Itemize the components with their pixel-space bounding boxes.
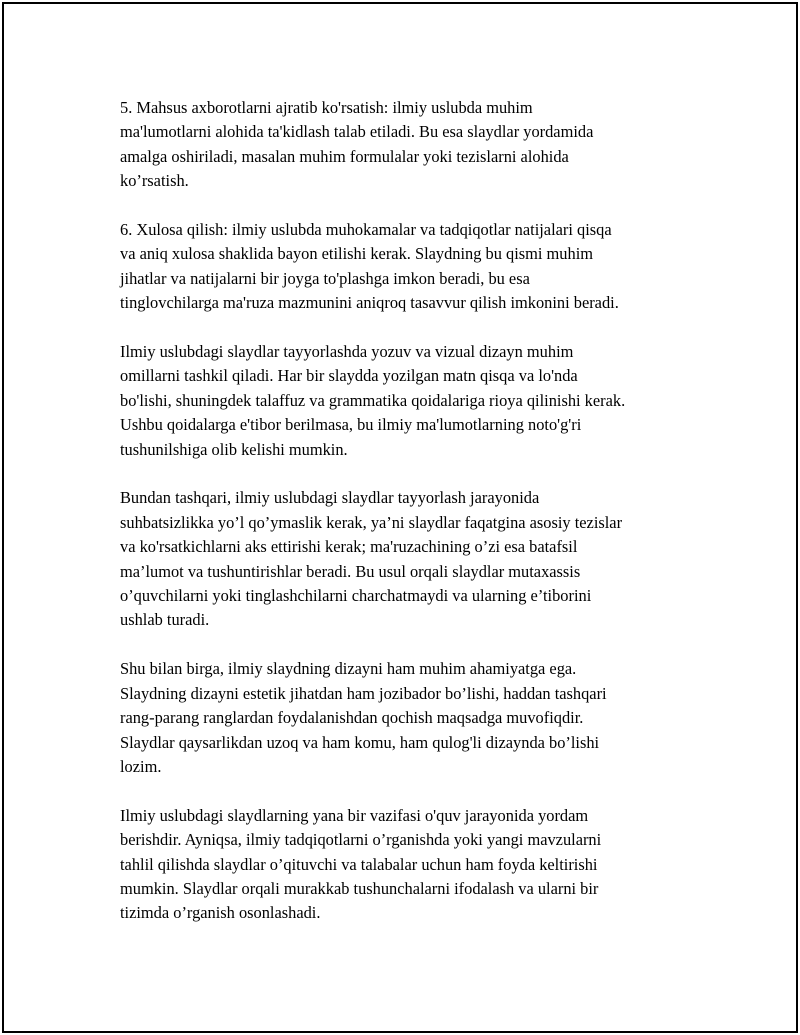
text-line: Bundan tashqari, ilmiy uslubdagi slaydlar tayyorlash jarayonida xyxy=(120,488,540,508)
text-line: suhbatsizlikka yo’l qo’ymaslik kerak, ya’ni slaydlar faqatgina asosiy tezislar xyxy=(120,512,623,532)
paragraph-6-conclusion xyxy=(120,218,700,316)
text-line: tizimda o’rganish osonlashadi. xyxy=(120,903,321,923)
text-line: 5. Mahsus axborotlarni ajratib ko'rsatish: ilmiy uslubda muhim xyxy=(120,98,533,117)
text-line: ko’rsatish. xyxy=(120,171,189,191)
text-line: Shu bilan birga, ilmiy slaydning dizayni ham muhim ahamiyatga ega. xyxy=(120,659,577,679)
text-line: 6. Xulosa qilish: ilmiy uslubda muhokamalar va tadqiqotlar natijalari qisqa xyxy=(120,220,612,240)
text-line: tushunilshiga olib kelishi mumkin. xyxy=(120,439,348,459)
text-line: va ko'rsatkichlarni aks ettirishi kerak; ma'ruzachining o’zi esa batafsil xyxy=(120,537,578,557)
text-line: va aniq xulosa shaklida bayon etilishi kerak. Slaydning bu qismi muhim xyxy=(120,244,593,264)
text-line: tahlil qilishda slaydlar o’qituvchi va talabalar uchun ham foyda keltirishi xyxy=(120,854,598,874)
paragraph-conciseness xyxy=(120,486,700,632)
paragraph-writing-and-design xyxy=(120,340,700,462)
text-line: ma'lumotlarni alohida ta'kidlash talab etiladi. Bu esa slaydlar yordamida xyxy=(120,122,594,142)
paragraph-slide-design xyxy=(120,657,700,779)
paragraph-educational-role xyxy=(120,804,700,926)
text-line: tinglovchilarga ma'ruza mazmunini aniqroq tasavvur qilish imkonini beradi. xyxy=(120,293,619,313)
text-line: Ilmiy uslubdagi slaydlarning yana bir vazifasi o'quv jarayonida yordam xyxy=(120,805,589,825)
text-line: omillarni tashkil qiladi. Har bir slaydda yozilgan matn qisqa va lo'nda xyxy=(120,366,578,386)
text-line: Slaydlar qaysarlikdan uzoq va ham komu, ham qulog'li dizaynda bo’lishi xyxy=(120,732,600,752)
paragraph-5-highlighting xyxy=(120,96,700,194)
text-line: jihatlar va natijalarni bir joyga to'plashga imkon beradi, bu esa xyxy=(120,268,530,288)
text-line: lozim. xyxy=(120,756,162,776)
page-frame xyxy=(2,2,798,1033)
text-line: Ilmiy uslubdagi slaydlar tayyorlashda yozuv va vizual dizayn muhim xyxy=(120,342,574,362)
text-line: ma’lumot va tushuntirishlar beradi. Bu usul orqali slaydlar mutaxassis xyxy=(120,561,581,581)
text-line: ushlab turadi. xyxy=(120,610,210,630)
text-line: mumkin. Slaydlar orqali murakkab tushunchalarni ifodalash va ularni bir xyxy=(120,878,599,898)
text-line: amalga oshiriladi, masalan muhim formulalar yoki tezislarni alohida xyxy=(120,146,569,166)
text-line: o’quvchilarni yoki tinglashchilarni charchatmaydi va ularning e’tiborini xyxy=(120,586,592,606)
text-line: Slaydning dizayni estetik jihatdan ham jozibador bo’lishi, haddan tashqari xyxy=(120,683,607,703)
text-line: bo'lishi, shuningdek talaffuz va grammatika qoidalariga rioya qilinishi kerak. xyxy=(120,390,626,410)
text-line: rang-parang ranglardan foydalanishdan qochish maqsadga muvofiqdir. xyxy=(120,708,584,728)
document-body xyxy=(120,96,700,950)
text-line: Ushbu qoidalarga e'tibor berilmasa, bu ilmiy ma'lumotlarning noto'g'ri xyxy=(120,415,582,435)
text-line: berishdir. Ayniqsa, ilmiy tadqiqotlarni o’rganishda yoki yangi mavzularni xyxy=(120,830,602,850)
